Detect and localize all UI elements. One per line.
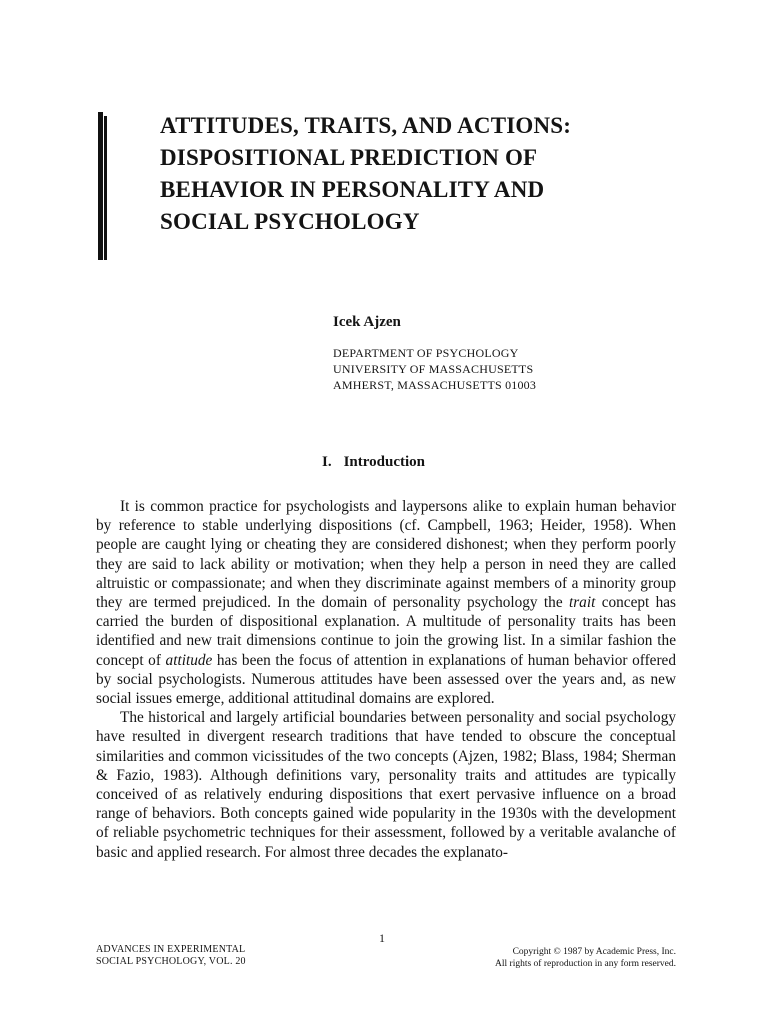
emphasis-attitude: attitude (165, 651, 213, 669)
footer-line: All rights of reproduction in any form reserved. (495, 959, 676, 969)
affiliation-line: AMHERST, MASSACHUSETTS 01003 (333, 378, 537, 392)
paragraph-text: has been the focus of attention in explanations of human behavior offered by social psychologists. Numerous attitudes have been assessed over the years and, as new social issues emerge, additional attitudinal domains are explored. (96, 651, 676, 708)
paragraph-text: It is common practice for psychologists and laypersons alike to explain human behavior by reference to stable underlying dispositions (cf. Campbell, 1963; Heider, 1958). When people are caught lying or cheating they are considered dishonest; when they perform poorly they are said to lack ability or motivation; when they help a person in need they are called altruistic or compassionate; and when they discriminate against members of a minority group they are termed prejudiced. In the domain of personality psychology the (96, 498, 676, 612)
affiliation-line: DEPARTMENT OF PSYCHOLOGY (333, 346, 519, 360)
chapter-marker-bar-secondary (104, 116, 107, 260)
affiliation-line: UNIVERSITY OF MASSACHUSETTS (333, 362, 534, 376)
page-number: 1 (379, 931, 385, 945)
section-number: I. (322, 454, 332, 470)
chapter-marker-bar (98, 112, 103, 260)
title-line: DISPOSITIONAL PREDICTION OF (160, 145, 538, 170)
body-text (96, 497, 676, 862)
title-line: BEHAVIOR IN PERSONALITY AND (160, 177, 545, 202)
emphasis-trait: trait (568, 594, 596, 612)
footer-journal (96, 944, 246, 968)
section-title: Introduction (343, 454, 426, 470)
section-heading (322, 454, 425, 471)
footer-line: SOCIAL PSYCHOLOGY, VOL. 20 (96, 956, 246, 967)
footer-line: ADVANCES IN EXPERIMENTAL (96, 944, 246, 955)
paragraph: The historical and largely artificial boundaries between personality and social psychology have resulted in divergent research traditions that have tended to obscure the conceptual similarities and common vicissitudes of the two concepts (Ajzen, 1982; Blass, 1984; Sherman & Fazio, 1983). Although definitions vary, personality traits and attitudes are typically conceived of as relatively enduring dispositions that exert pervasive influence on a broad range of behaviors. Both concepts gained wide popularity in the 1930s with the development of reliable psychometric techniques for their assessment, followed by a veritable avalanche of basic and applied research. For almost three decades the explanato- (96, 709, 676, 861)
footer-copyright (430, 946, 676, 970)
paragraph (96, 497, 676, 708)
author-affiliation (333, 345, 536, 393)
footer-line: Copyright © 1987 by Academic Press, Inc. (512, 947, 676, 957)
paragraph-text: concept has carried the burden of dispositional explanation. A multitude of personality traits has been identified and new trait dimensions continue to join the growing list. In a similar fashion the concept of (96, 594, 677, 669)
title-line: SOCIAL PSYCHOLOGY (160, 209, 420, 234)
chapter-title (160, 110, 720, 238)
author-name: Icek Ajzen (333, 314, 401, 330)
title-line: ATTITUDES, TRAITS, AND ACTIONS: (160, 113, 572, 138)
